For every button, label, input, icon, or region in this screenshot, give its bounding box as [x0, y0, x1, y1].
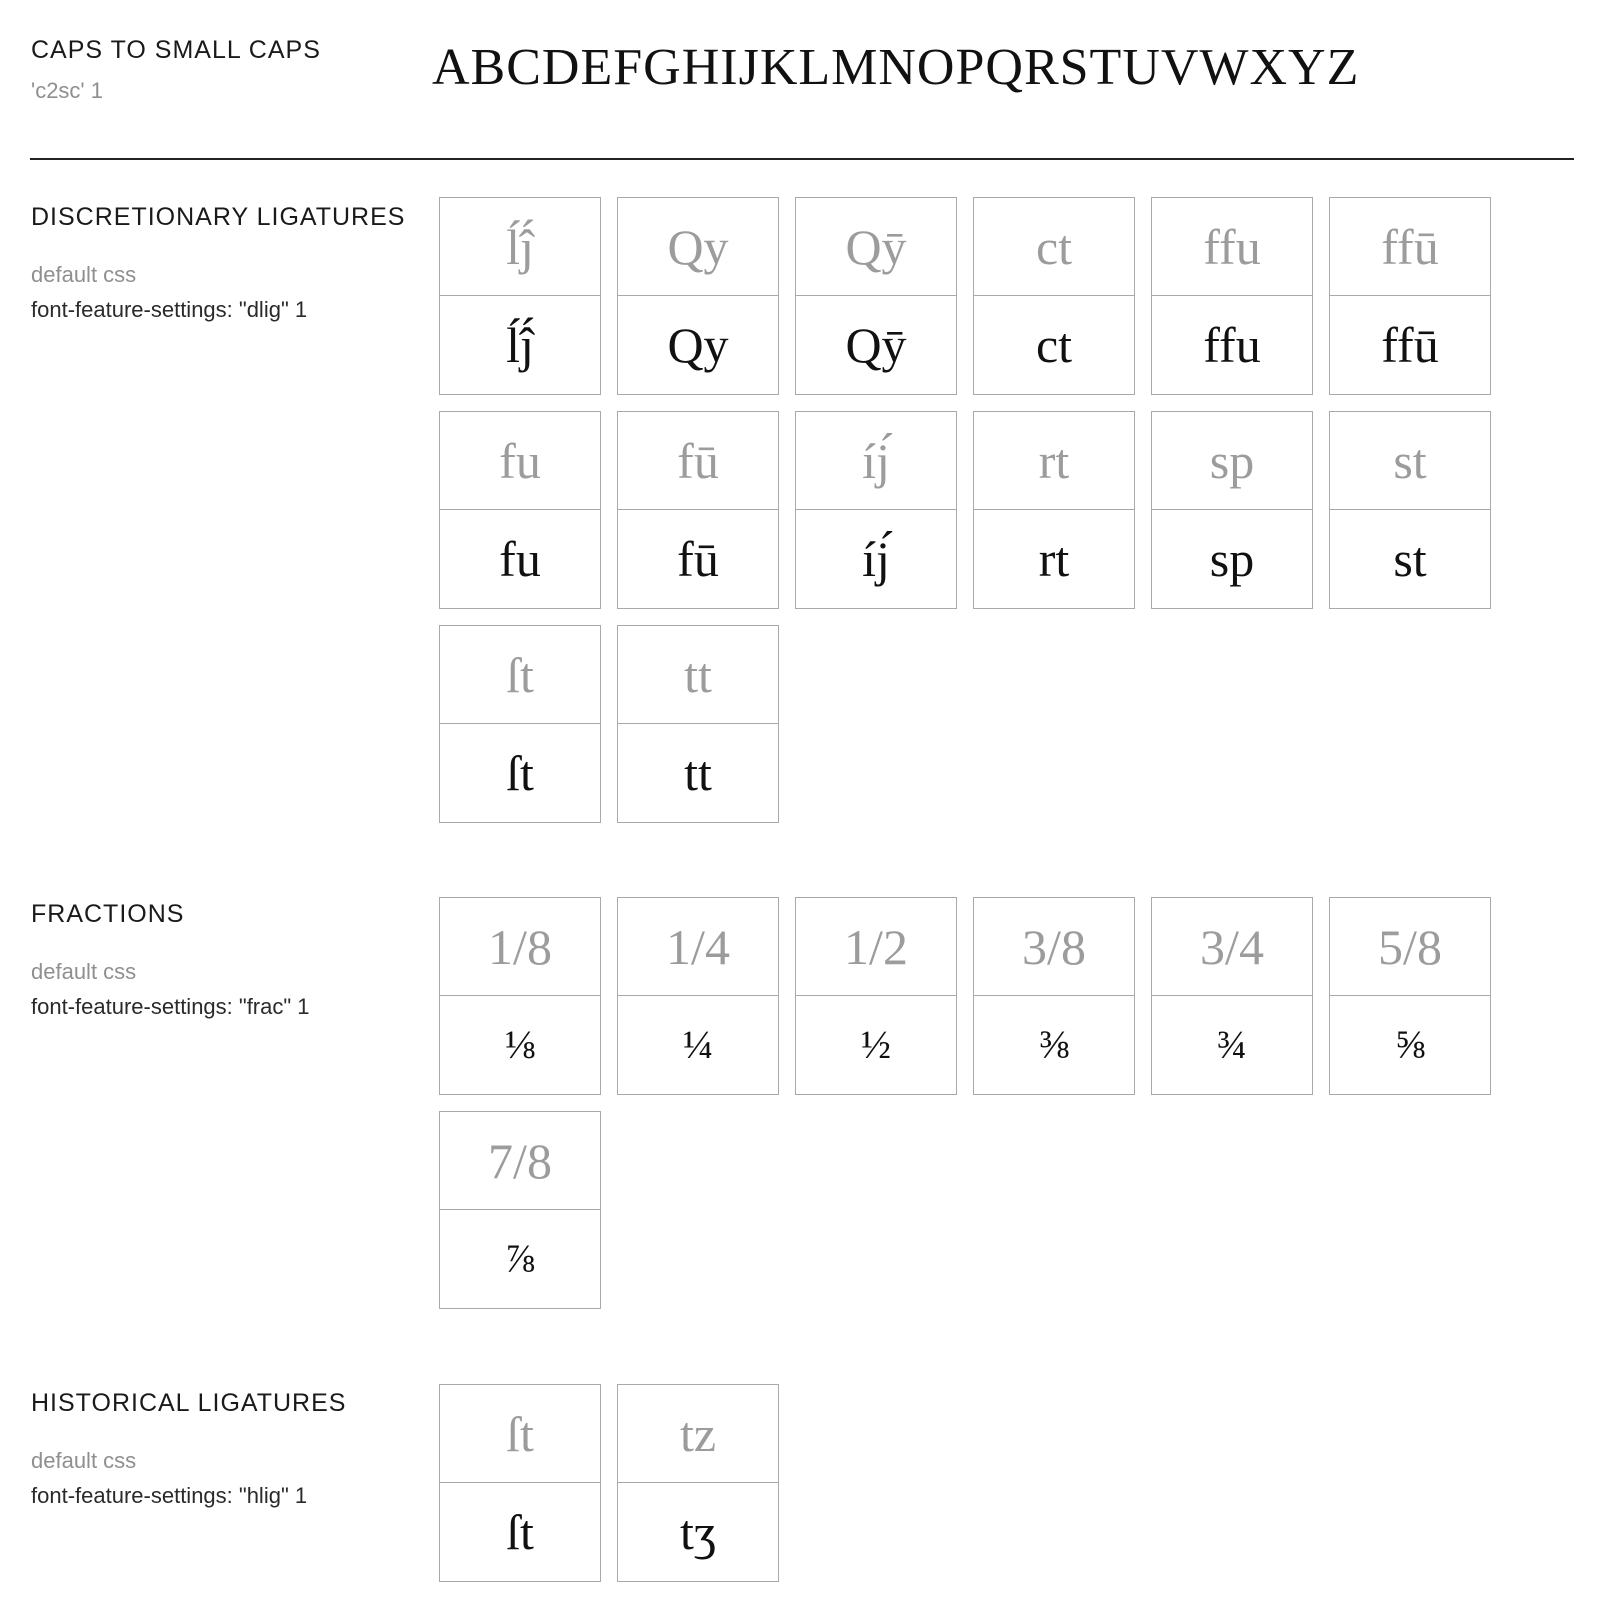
feature-glyph: ſt	[506, 744, 534, 801]
default-glyph: ſt	[440, 626, 600, 724]
caps-title: CAPS TO SMALL CAPS	[31, 36, 321, 64]
feature-glyph: tʒ	[679, 1503, 717, 1560]
feature-glyph: fū	[677, 530, 719, 587]
frac-default-label: default css	[31, 959, 137, 984]
default-glyph: 1/8	[440, 898, 600, 996]
feature-glyph: st	[1393, 530, 1427, 587]
dlig-grid	[439, 197, 1491, 823]
dlig-glyph-cell	[1329, 411, 1491, 609]
feature-glyph: rt	[1038, 530, 1070, 587]
default-glyph: 3/8	[974, 898, 1134, 996]
feature-glyph: ⅝	[1395, 1022, 1425, 1067]
feature-glyph: ffū	[1381, 316, 1439, 373]
caps-sample: ABCDEFGHIJKLMNOPQRSTUVWXYZ	[432, 39, 1360, 96]
frac-glyph-cell	[795, 897, 957, 1095]
default-glyph: ct	[974, 198, 1134, 296]
dlig-glyph-cell	[973, 411, 1135, 609]
hlig-glyph-cell	[617, 1384, 779, 1582]
default-glyph: 3/4	[1152, 898, 1312, 996]
default-glyph: Qy	[618, 198, 778, 296]
caps-code: 'c2sc' 1	[31, 78, 103, 103]
dlig-glyph-cell	[795, 411, 957, 609]
dlig-glyph-cell	[973, 197, 1135, 395]
dlig-glyph-cell	[439, 411, 601, 609]
feature-glyph: ffu	[1203, 316, 1261, 373]
default-glyph: ffu	[1152, 198, 1312, 296]
dlig-glyph-cell	[1329, 197, 1491, 395]
feature-glyph: Qy	[667, 316, 729, 373]
dlig-glyph-cell	[1151, 411, 1313, 609]
feature-glyph: ſt	[506, 1503, 534, 1560]
feature-glyph: ct	[1035, 316, 1073, 373]
default-glyph: tt	[618, 626, 778, 724]
feature-glyph: ĺĵ́	[506, 316, 534, 373]
default-glyph: fu	[440, 412, 600, 510]
frac-glyph-cell	[439, 1111, 601, 1309]
default-glyph: tz	[618, 1385, 778, 1483]
dlig-glyph-cell	[439, 197, 601, 395]
frac-title: FRACTIONS	[31, 900, 185, 928]
hlig-code: font-feature-settings: "hlig" 1	[31, 1483, 308, 1508]
feature-glyph: ⅞	[505, 1236, 535, 1281]
hlig-title: HISTORICAL LIGATURES	[31, 1389, 347, 1417]
frac-glyph-cell	[1329, 897, 1491, 1095]
default-glyph: 7/8	[440, 1112, 600, 1210]
hlig-grid	[439, 1384, 1491, 1582]
feature-glyph: ½	[861, 1022, 891, 1067]
dlig-default-label: default css	[31, 262, 137, 287]
frac-glyph-cell	[973, 897, 1135, 1095]
frac-code: font-feature-settings: "frac" 1	[31, 994, 310, 1019]
frac-glyph-cell	[439, 897, 601, 1095]
dlig-glyph-cell	[1151, 197, 1313, 395]
feature-glyph: Qȳ	[845, 316, 907, 373]
hlig-default-label: default css	[31, 1448, 137, 1473]
frac-glyph-cell	[617, 897, 779, 1095]
frac-glyph-cell	[1151, 897, 1313, 1095]
dlig-glyph-cell	[795, 197, 957, 395]
feature-glyph: ¼	[683, 1022, 713, 1067]
default-glyph: Qȳ	[796, 198, 956, 296]
dlig-code: font-feature-settings: "dlig" 1	[31, 297, 308, 322]
feature-glyph: sp	[1209, 530, 1255, 587]
default-glyph: 5/8	[1330, 898, 1490, 996]
default-glyph: ſt	[440, 1385, 600, 1483]
dlig-glyph-cell	[439, 625, 601, 823]
dlig-glyph-cell	[617, 411, 779, 609]
feature-glyph: fu	[499, 530, 541, 587]
default-glyph: rt	[974, 412, 1134, 510]
default-glyph: 1/2	[796, 898, 956, 996]
dlig-glyph-cell	[617, 197, 779, 395]
feature-glyph: tt	[684, 744, 712, 801]
default-glyph: fū	[618, 412, 778, 510]
default-glyph: 1/4	[618, 898, 778, 996]
feature-glyph: íj́	[862, 530, 890, 587]
dlig-title: DISCRETIONARY LIGATURES	[31, 203, 406, 231]
section-divider	[30, 158, 1574, 160]
default-glyph: st	[1330, 412, 1490, 510]
hlig-glyph-cell	[439, 1384, 601, 1582]
feature-glyph: ⅛	[505, 1022, 535, 1067]
default-glyph: sp	[1152, 412, 1312, 510]
frac-grid	[439, 897, 1491, 1309]
dlig-glyph-cell	[617, 625, 779, 823]
default-glyph: ĺĵ́	[440, 198, 600, 296]
feature-glyph: ¾	[1217, 1022, 1247, 1067]
feature-glyph: ⅜	[1039, 1022, 1069, 1067]
default-glyph: íj́	[796, 412, 956, 510]
default-glyph: ffū	[1330, 198, 1490, 296]
